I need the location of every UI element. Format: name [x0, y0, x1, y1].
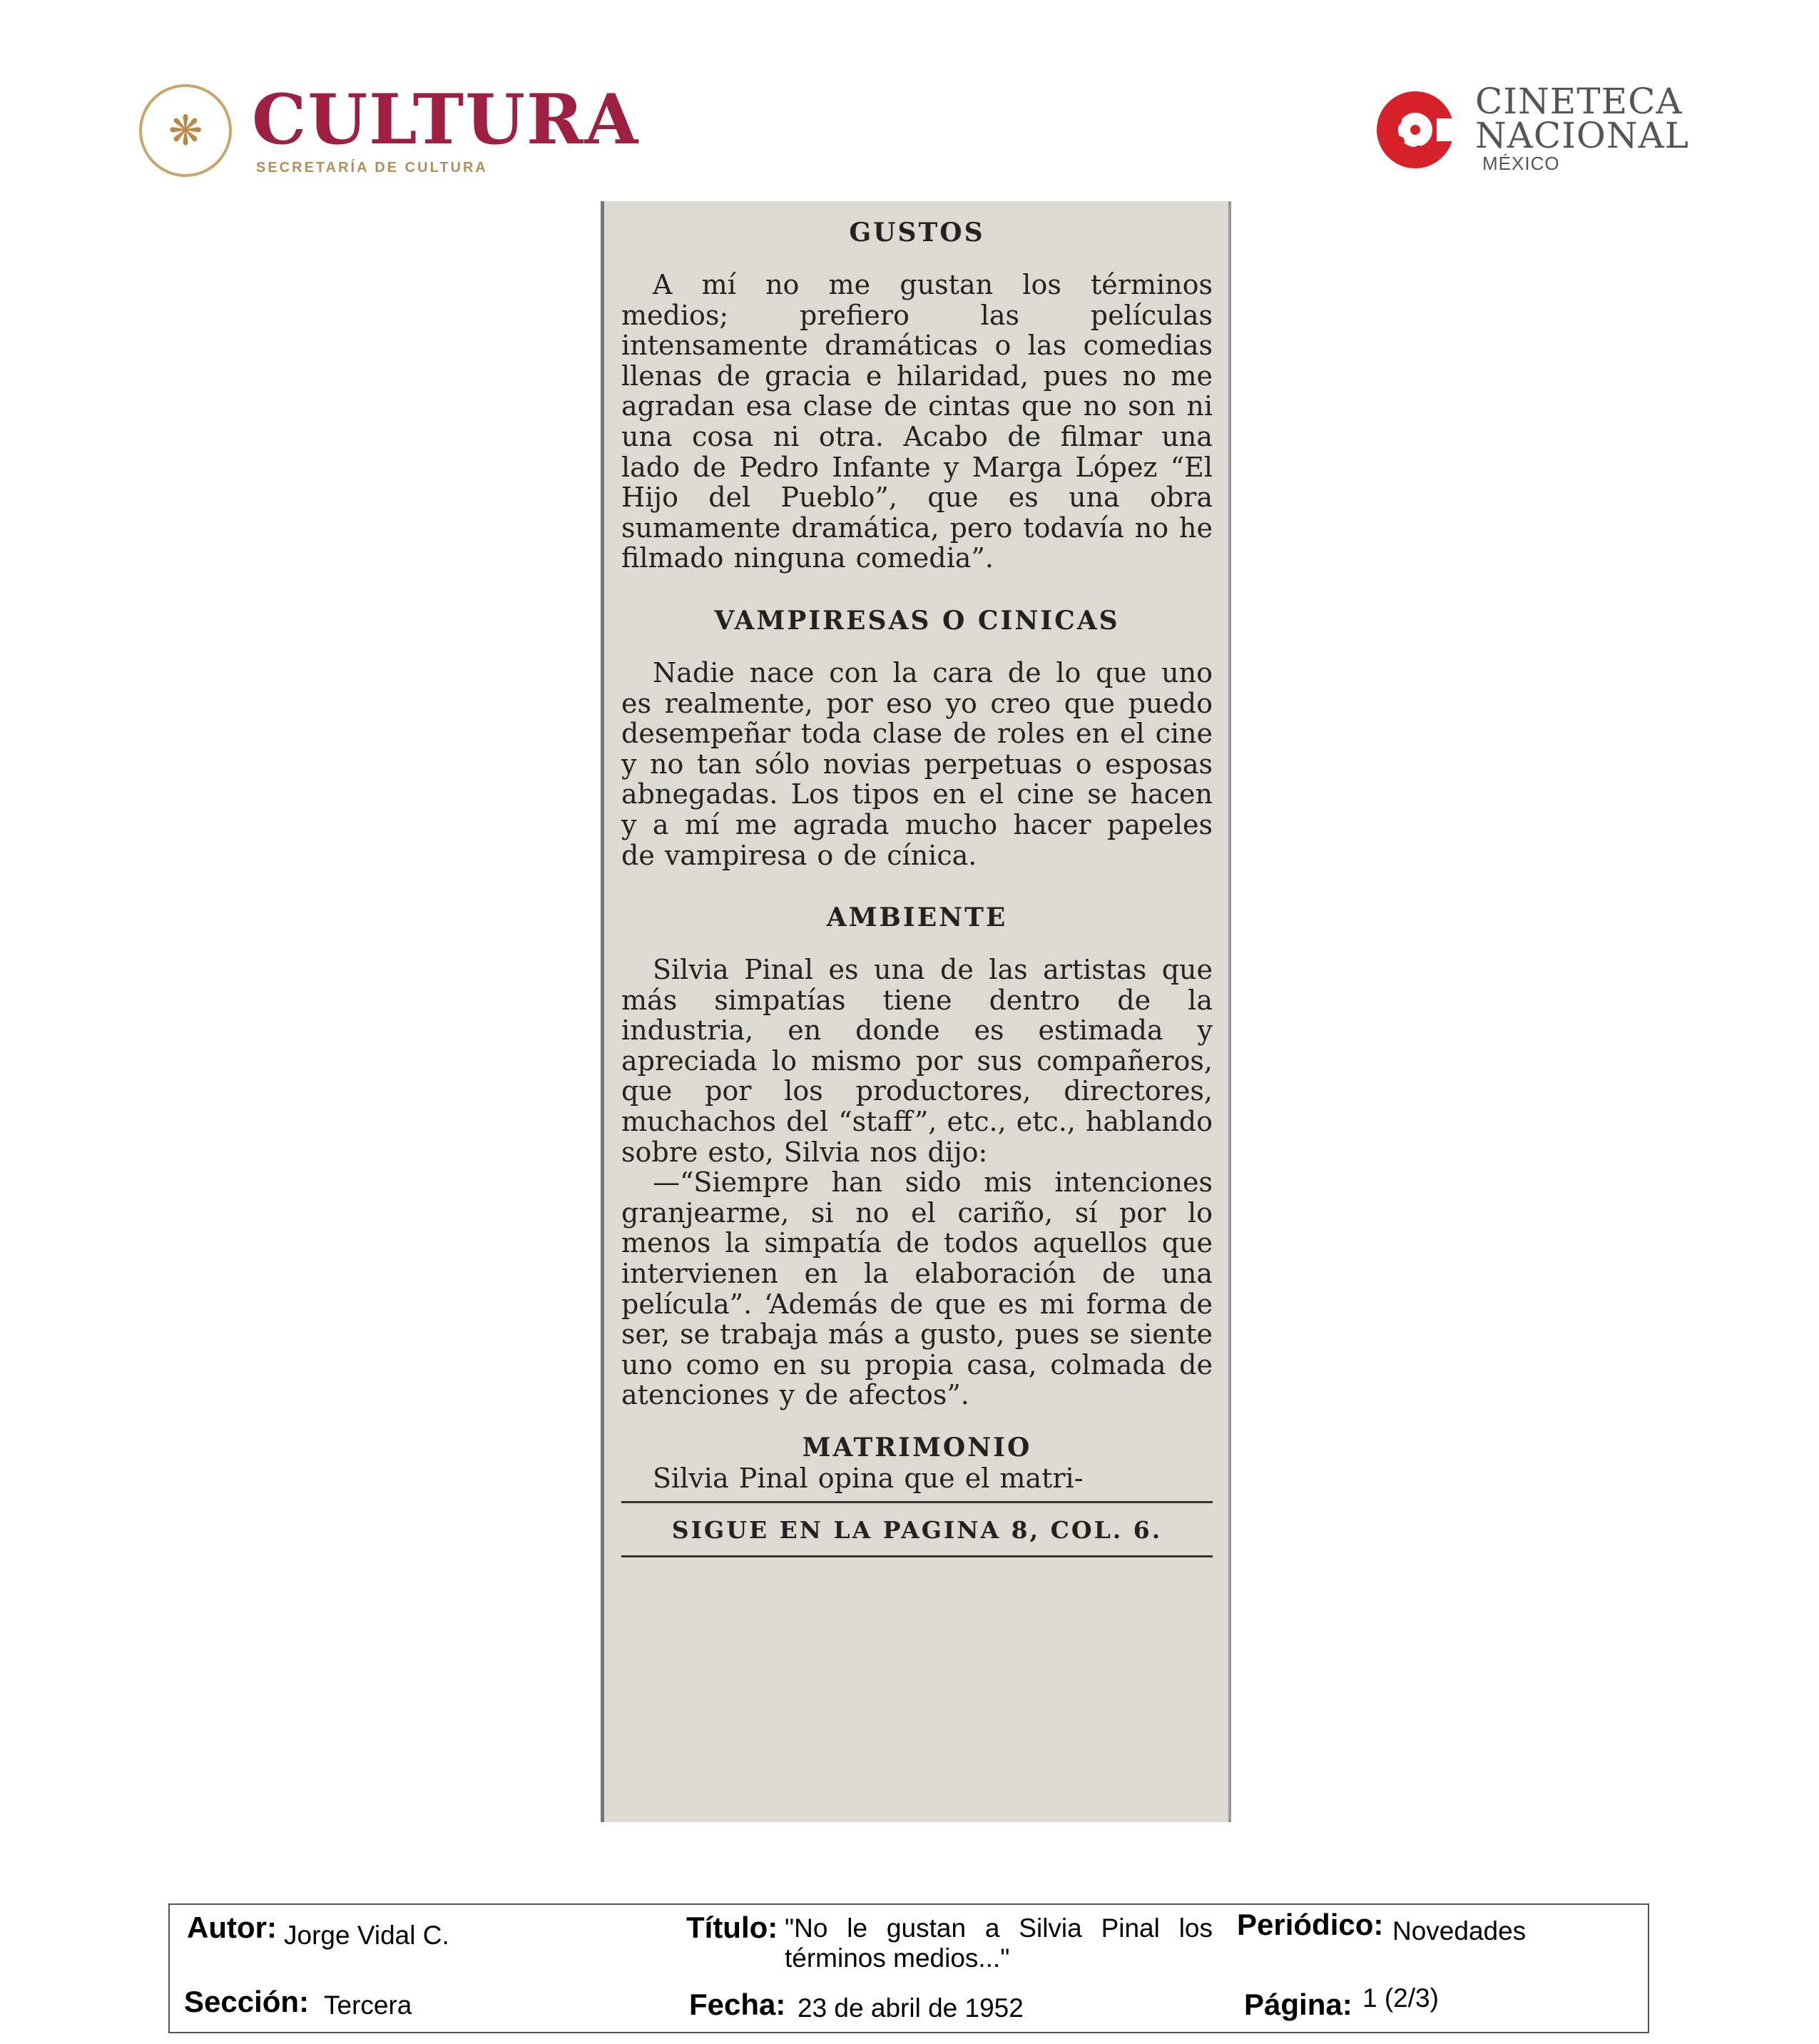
paragraph-ambiente-2: —“Siempre han sido mis intenciones granjearme, si no el cariño, sí por lo menos la simpatía de todos aquellos que intervienen en la elaboración de una película”. ‘Además de que es mi forma de ser, se trabaja más a gusto, pues se siente uno como en su propia casa, colmada de atenciones y de afectos”.: [621, 1166, 1213, 1411]
film-reel-icon: [1377, 91, 1454, 168]
cineteca-line1: CINETECA: [1475, 81, 1683, 122]
seccion-label: Sección:: [184, 1985, 310, 2018]
fecha-value: 23 de abril de 1952: [798, 1993, 1024, 2023]
periodico-value: Novedades: [1392, 1916, 1527, 1946]
titulo-label: Título:: [686, 1911, 778, 1944]
continued-note: SIGUE EN LA PAGINA 8, COL. 6.: [671, 1515, 1163, 1544]
cultura-wordmark: [252, 78, 640, 176]
section-heading-matrimonio: MATRIMONIO: [802, 1433, 1032, 1463]
titulo-value-line2: términos medios...": [785, 1943, 1010, 1973]
titulo-value-line1: "No le gustan a Silvia Pinal los: [785, 1913, 1213, 1943]
periodico-label: Periódico:: [1237, 1908, 1384, 1941]
section-heading-gustos: GUSTOS: [849, 218, 985, 248]
paragraph-gustos: A mí no me gustan los términos medios; prefiero las películas intensamente dramáticas o las comedias llenas de gracia e hilaridad, pues no me agradan esa clase de cintas que no son ni una cosa ni otra. Acabo de filmar una lado de Pedro Infante y Marga López “El Hijo del Pueblo”, que es una obra sumamente dramática, pero todavía no he filmado ninguna comedia”.: [621, 269, 1213, 574]
section-heading-ambiente: AMBIENTE: [826, 902, 1008, 933]
cineteca-line2: NACIONAL: [1475, 115, 1689, 156]
cultura-logo: [139, 78, 640, 177]
pagina-label: Página:: [1244, 1988, 1352, 2021]
cineteca-country: MÉXICO: [1482, 153, 1560, 174]
autor-label: Autor:: [187, 1911, 277, 1944]
fecha-label: Fecha:: [689, 1988, 786, 2021]
metadata-table: [168, 1903, 1649, 2033]
cultura-title: CULTURA: [252, 78, 640, 160]
paragraph-ambiente-1: Silvia Pinal es una de las artistas que más simpatías tiene dentro de la industria, en donde es estimada y apreciada lo mismo por sus compañeros, que por los productores, directores, muchachos del “staff”, etc., etc., hablando sobre esto, Silvia nos dijo:: [621, 954, 1213, 1168]
newspaper-clipping: [601, 201, 1231, 1822]
cineteca-wordmark: [1475, 81, 1689, 175]
divider: [621, 1555, 1213, 1557]
cineteca-logo: [1377, 81, 1689, 175]
seccion-value: Tercera: [324, 1990, 412, 2020]
cultura-subtitle: SECRETARÍA DE CULTURA: [256, 159, 488, 176]
coat-of-arms-seal-icon: ❋: [139, 84, 232, 177]
autor-value: Jorge Vidal C.: [284, 1921, 449, 1950]
paragraph-matrimonio: Silvia Pinal opina que el matri-: [653, 1463, 1084, 1494]
section-heading-vampiresas: VAMPIRESAS O CINICAS: [714, 605, 1120, 636]
paragraph-vampiresas: Nadie nace con la cara de lo que uno es realmente, por eso yo creo que puedo desempeñar toda clase de roles en el cine y no tan sólo novias perpetuas o esposas abnegadas. Los tipos en el cine se hacen y a mí me agrada mucho hacer papeles de vampiresa o de cínica.: [621, 656, 1213, 871]
pagina-value: 1 (2/3): [1362, 1983, 1439, 2013]
